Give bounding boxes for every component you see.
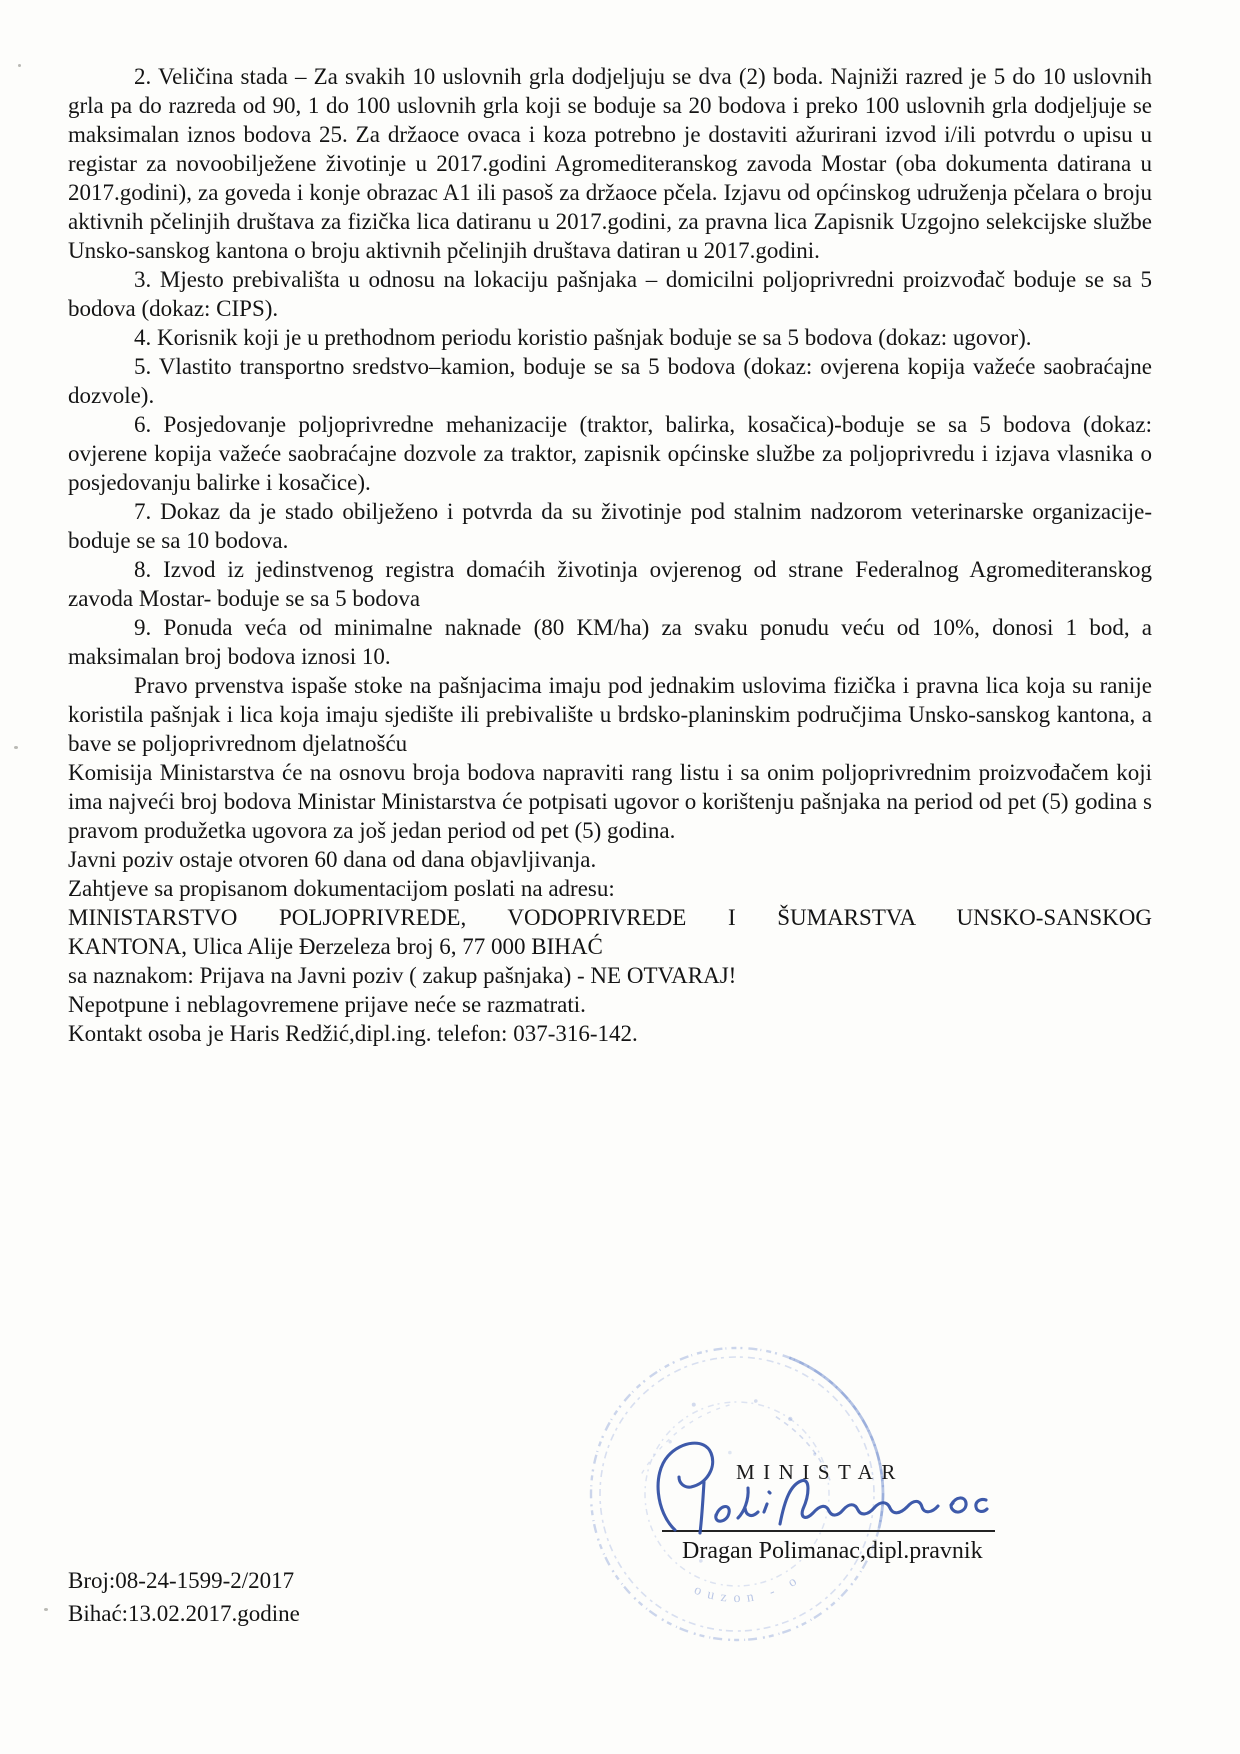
envelope-note: sa naznakom: Prijava na Javni poziv ( zakup pašnjaka) - NE OTVARAJ!: [68, 963, 737, 988]
scan-artifact: [44, 1608, 48, 1611]
numbered-item-7: 7. Dokaz da je stado obilježeno i potvrda da su životinje pod stalnim nadzorom veterinarske organizacije- boduje se sa 10 bodova.: [68, 499, 1152, 553]
commission-paragraph: Komisija Ministarstva će na osnovu broja bodova napraviti rang listu i sa onim poljoprivrednim proizvođačem koji ima najveći broj bodova Ministar Ministarstva će potpisati ugovor o korištenju pašnjaka na period od pet (5) godina s pravom produžetka ugovora za još jedan period od pet (5) godina.: [68, 760, 1152, 843]
document-footer: [68, 1564, 300, 1630]
send-to-address-line: Zahtjeve sa propisanom dokumentacijom poslati na adresu:: [68, 876, 615, 901]
ministry-address-line1: MINISTARSTVO POLJOPRIVREDE, VODOPRIVREDE I ŠUMARSTVA UNSKO-SANSKOG: [68, 905, 1152, 930]
svg-text:ouzon - o: [690, 1570, 807, 1613]
open-call-duration: Javni poziv ostaje otvoren 60 dana od dana objavljivanja.: [68, 847, 597, 872]
doc-number: Broj:08-24-1599-2/2017: [68, 1568, 295, 1593]
scan-artifact: [14, 746, 18, 749]
numbered-item-4: 4. Korisnik koji je u prethodnom periodu koristio pašnjak boduje se sa 5 bodova (dokaz: ugovor).: [134, 325, 1032, 350]
numbered-item-3: 3. Mjesto prebivališta u odnosu na lokaciju pašnjaka – domicilni poljoprivredni proizvođač boduje se sa 5 bodova (dokaz: CIPS).: [68, 267, 1152, 321]
stamp-arc-text: ouzon - o: [692, 1570, 806, 1607]
scan-artifact: [18, 64, 21, 67]
contact-person-line: Kontakt osoba je Haris Redžić,dipl.ing. telefon: 037-316-142.: [68, 1021, 638, 1046]
minister-name: Dragan Polimanac,dipl.pravnik: [682, 1538, 983, 1564]
document-body: [68, 62, 1152, 1048]
minister-title: MINISTAR: [736, 1460, 904, 1484]
numbered-item-2: 2. Veličina stada – Za svakih 10 uslovnih grla dodjeljuju se dva (2) boda. Najniži razred je 5 do 10 uslovnih grla pa do razreda od 90, 1 do 100 uslovnih grla koji se boduje sa 20 bodova i preko 100 uslovnih grla dodjeljuje se maksimalan iznos bodova 25. Za držaoce ovaca i koza potrebno je dostaviti ažurirani izvod i/ili potvrdu o upisu u registar za novoobilježene životinje u 2017.godini Agromediteranskog zavoda Mostar (oba dokumenta datirana u 2017.godini), za goveda i konje obrazac A1 ili pasoš za držaoce pčela. Izjavu od općinskog udruženja pčelara o broju aktivnih pčelinjih društava za fizička lica datiranu u 2017.godini, za pravna lica Zapisnik Uzgojno selekcijske službe Unsko-sanskog kantona o broju aktivnih pčelinjih društava datiran u 2017.godini.: [68, 64, 1152, 263]
incomplete-note: Nepotpune i neblagovremene prijave neće se razmatrati.: [68, 992, 586, 1017]
numbered-item-9: 9. Ponuda veća od minimalne naknade (80 KM/ha) za svaku ponudu veću od 10%, donosi 1 bod, a maksimalan broj bodova iznosi 10.: [68, 615, 1152, 669]
numbered-item-8: 8. Izvod iz jedinstvenog registra domaćih životinja ovjerenog od strane Federalnog Agromediteranskog zavoda Mostar- boduje se sa 5 bodova: [68, 557, 1152, 611]
priority-paragraph: Pravo prvenstva ispaše stoke na pašnjacima imaju pod jednakim uslovima fizička i pravna lica koja su ranije koristila pašnjak i lica koja imaju sjedište ili prebivalište u brdsko-planinskim područjima Unsko-sanskog kantona, a bave se poljoprivrednom djelatnošću: [68, 673, 1152, 756]
numbered-item-5: 5. Vlastito transportno sredstvo–kamion, boduje se sa 5 bodova (dokaz: ovjerena kopija važeće saobraćajne dozvole).: [68, 354, 1152, 408]
doc-place-date: Bihać:13.02.2017.godine: [68, 1601, 300, 1626]
numbered-item-6: 6. Posjedovanje poljoprivredne mehanizacije (traktor, balirka, kosačica)-boduje se sa 5 bodova (dokaz: ovjerene kopija važeće saobraćajne dozvole za traktor, zapisnik općinske službe za poljoprivredu i izjava vlasnika o posjedovanju balirke i kosačice).: [68, 412, 1152, 495]
ministry-address-line2: KANTONA, Ulica Alije Đerzeleza broj 6, 77 000 BIHAĆ: [68, 934, 603, 959]
minister-signature-ink: [648, 1436, 1000, 1540]
